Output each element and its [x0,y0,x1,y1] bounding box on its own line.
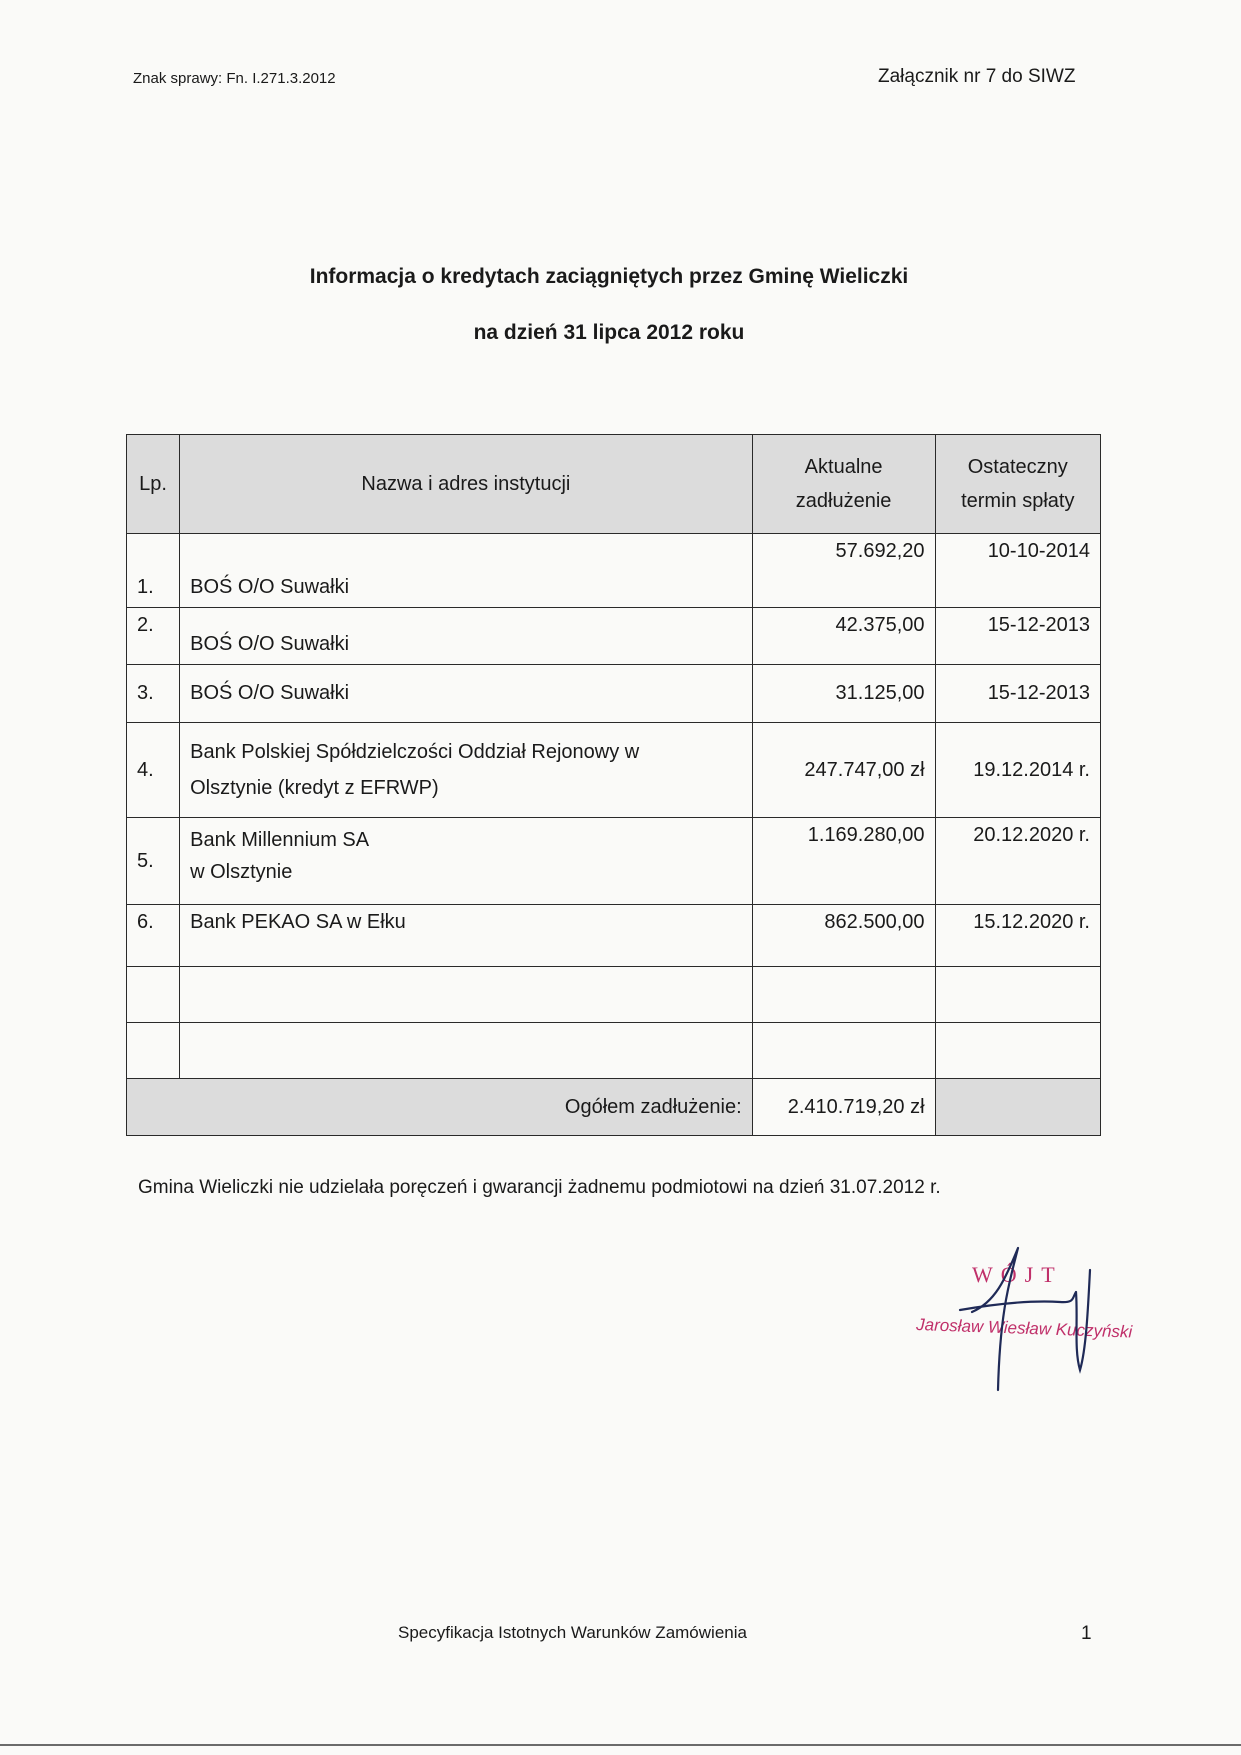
total-empty-cell [935,1079,1100,1136]
row-date: 10-10-2014 [935,534,1100,608]
case-number: Znak sprawy: Fn. I.271.3.2012 [133,70,336,87]
header-date [935,435,1100,534]
row-amount: 31.125,00 [752,665,935,723]
guarantee-note: Gmina Wieliczki nie udzielała poręczeń i gwarancji żadnemu podmiotowi na dzień 31.07.2012 r. [138,1177,941,1198]
row-date: 15-12-2013 [935,608,1100,665]
row-institution-line1: Bank Polskiej Spółdzielczości Oddział Rejonowy w [190,741,640,763]
table-row [127,723,1101,818]
empty-cell [127,967,180,1023]
row-date: 15.12.2020 r. [935,905,1100,967]
table-row [127,905,1101,967]
attachment-label: Załącznik nr 7 do SIWZ [878,66,1076,87]
header-date-line1: Ostateczny [967,456,1068,478]
header-amount-line2: zadłużenie [795,490,892,512]
row-institution-line1: Bank Millennium SA [190,829,370,851]
row-date: 19.12.2014 r. [935,723,1100,818]
row-institution [180,723,753,818]
row-institution-line2: Olsztynie (kredyt z EFRWP) [190,777,439,799]
table-row [127,665,1101,723]
table-row-empty [127,1023,1101,1079]
row-amount: 57.692,20 [752,534,935,608]
empty-cell [127,1023,180,1079]
table-row-empty [127,967,1101,1023]
empty-cell [180,967,753,1023]
table-header-row [127,435,1101,534]
stamp-name: Jarosław Wiesław Kuczyński [915,1315,1133,1342]
empty-cell [935,1023,1100,1079]
row-institution-line2: w Olsztynie [190,861,293,883]
footer-text: Specyfikacja Istotnych Warunków Zamówienia [398,1623,747,1642]
total-row [127,1079,1101,1136]
row-amount: 247.747,00 zł [752,723,935,818]
row-no: 1. [127,534,180,608]
row-date: 20.12.2020 r. [935,818,1100,905]
row-institution: BOŚ O/O Suwałki [180,665,753,723]
row-no: 2. [127,608,180,665]
table-row [127,608,1101,665]
loans-table [126,434,1101,1136]
row-institution: BOŚ O/O Suwałki [180,534,753,608]
row-date: 15-12-2013 [935,665,1100,723]
row-amount: 862.500,00 [752,905,935,967]
row-amount: 42.375,00 [752,608,935,665]
row-no: 6. [127,905,180,967]
table-row [127,818,1101,905]
header-no: Lp. [127,435,180,534]
row-amount: 1.169.280,00 [752,818,935,905]
header-amount [752,435,935,534]
row-no: 4. [127,723,180,818]
header-name: Nazwa i adres instytucji [180,435,753,534]
signature-stamp [900,1240,1140,1400]
page-number: 1 [1081,1623,1092,1644]
scan-edge-divider [0,1744,1241,1746]
empty-cell [752,967,935,1023]
header-date-line2: termin spłaty [961,490,1075,512]
header-amount-line1: Aktualne [804,456,883,478]
row-no: 5. [127,818,180,905]
row-institution: Bank PEKAO SA w Ełku [180,905,753,967]
row-no: 3. [127,665,180,723]
table-row [127,534,1101,608]
document-title: Informacja o kredytach zaciągniętych przez Gminę Wieliczki [309,265,909,288]
empty-cell [752,1023,935,1079]
row-institution: BOŚ O/O Suwałki [180,608,753,665]
total-label: Ogółem zadłużenie: [127,1079,753,1136]
total-value: 2.410.719,20 zł [752,1079,935,1136]
row-institution [180,818,753,905]
document-subtitle: na dzień 31 lipca 2012 roku [473,321,745,344]
empty-cell [180,1023,753,1079]
stamp-title: WÓJT [972,1262,1063,1287]
empty-cell [935,967,1100,1023]
stamp-graphic [900,1240,1140,1400]
